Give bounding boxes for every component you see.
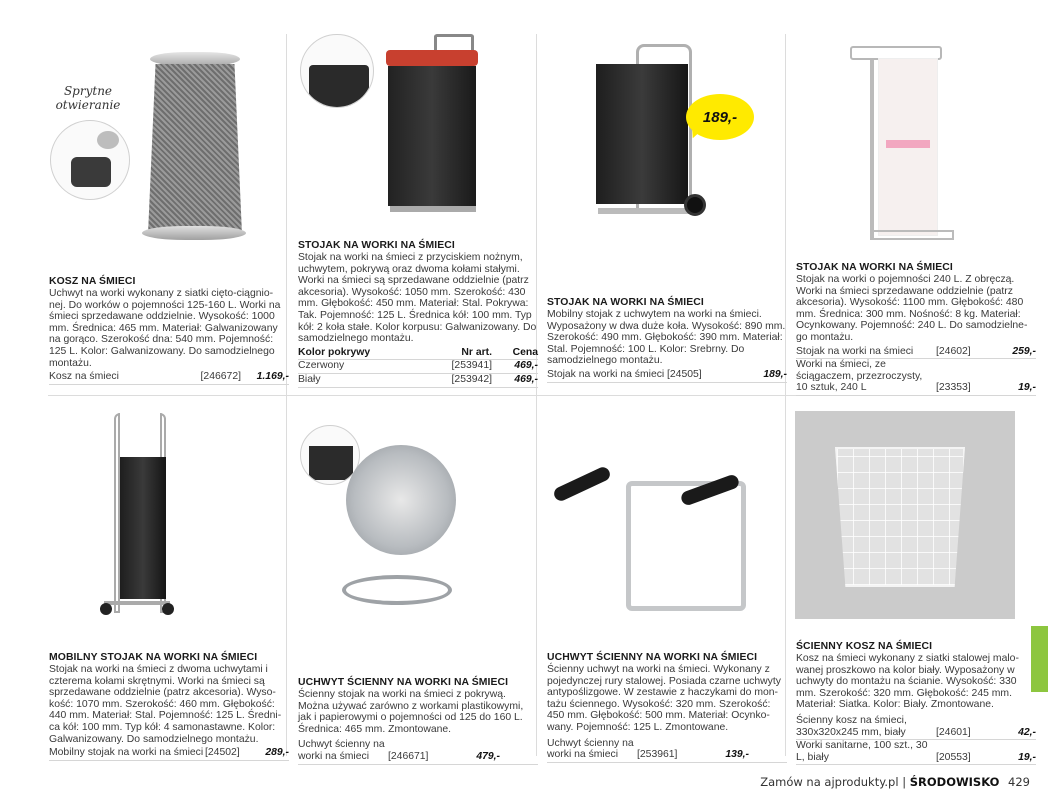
price: 289,- [265, 747, 289, 759]
price-row [547, 738, 787, 763]
product-image-wheeled-stand [540, 30, 780, 280]
price: 42,- [1018, 726, 1036, 738]
section-name: ŚRODOWISKO [909, 775, 1000, 789]
article-number: [253941] [451, 360, 492, 372]
product-description: Stojak na worki o pojemności 240 L. Z obręczą. Worki na śmieci sprzedawane oddzielnie (patrz akcesoria). Wysokość: 1100 mm. Głębokość: 480 mm. Średnica: 300 mm. Nośność: 8 kg. Materiał: Ocynkowany. Pojemność: 240 L. Do samodzielne-go montażu. [796, 274, 1028, 343]
price-row [298, 739, 538, 764]
variant-name: Stojak na worki na śmieci [547, 368, 665, 380]
price-row [298, 360, 538, 374]
product-description: Uchwyt na worki wykonany z siatki cięto-ciągnio-nej. Do worków o pojemności 125-160 L. Worki na śmieci sprzedawane oddzielnie. Wysokość: 1000 mm. Średnica: 465 mm. Materiał: Galwanizowany na gorąco. Szerokość dna: 540 mm. Pojemność: 125 L. Kolor: Galwanizowany. Do samodzielnego montażu. [49, 288, 281, 369]
product-title: ŚCIENNY KOSZ NA ŚMIECI [796, 641, 933, 652]
price: 469,- [514, 373, 538, 385]
price-badge [686, 94, 754, 140]
product-image-wall-holder-lid [290, 405, 530, 640]
variant-name: Biały [298, 373, 321, 385]
product-description: Ścienny stojak na worki na śmieci z pokrywą. Można używać zarówno z workami plastikowymi, jak i papierowymi o pojemności od 125 do 160 L. Średnica: 465 mm. Zmontowane. [298, 689, 524, 735]
price-row [49, 371, 289, 385]
product-card-wall-holder-lid [298, 677, 538, 765]
product-card-pedal-stand [298, 240, 538, 388]
product-card-240l-stand [796, 262, 1036, 396]
product-card-wheeled-stand [547, 297, 787, 383]
product-image-240l-stand [790, 30, 1030, 255]
article-number: [246672] [200, 371, 241, 383]
product-description: Mobilny stojak z uchwytem na worki na śmieci. Wyposażony w dwa duże koła. Wysokość: 890 mm. Szerokość: 490 mm. Głębokość: 390 mm. Materiał: Stal. Pojemność: 100 L. Kolor: Srebrny. Do samodzielnego montażu. [547, 309, 786, 367]
price-row [796, 346, 1036, 360]
price: 469,- [514, 360, 538, 372]
variant-name: Stojak na worki na śmieci [796, 345, 914, 357]
article-number: [24601] [936, 726, 971, 738]
article-number: [24505] [667, 368, 702, 380]
product-title: STOJAK NA WORKI NA ŚMIECI [298, 240, 455, 251]
article-number: [24602] [936, 345, 971, 357]
variant-name: Worki na śmieci, ze ściągaczem, przezroczysty, 10 sztuk, 240 L [796, 359, 923, 394]
article-number: [246671] [388, 750, 429, 762]
product-description: Ścienny uchwyt na worki na śmieci. Wykonany z pojedynczej rury stalowej. Posiada czarne uchwyty antypoślizgowe. W zestawie z haczykami do mon-tażu ściennego. Wysokość: 320 mm. Szerokość: 450 mm. Głębokość: 500 mm. Materiał: Ocynko-wany. Pojemność: 125 L. Zmontowane. [547, 664, 781, 733]
product-image-four-wheel-stand [40, 405, 280, 640]
product-card-mesh-bin [49, 276, 289, 385]
variant-name: Kosz na śmieci [49, 371, 119, 383]
article-number: [23353] [936, 382, 971, 394]
article-number: [20553] [936, 751, 971, 763]
price-row [49, 747, 289, 761]
section-tab [1031, 626, 1048, 692]
price-row [298, 374, 538, 388]
product-title: MOBILNY STOJAK NA WORKI NA ŚMIECI [49, 652, 258, 663]
variant-name: Mobilny stojak na worki na śmieci [49, 747, 204, 759]
product-title: STOJAK NA WORKI NA ŚMIECI [796, 262, 953, 273]
price-row [796, 740, 1036, 765]
product-title: UCHWYT ŚCIENNY NA WORKI NA ŚMIECI [298, 677, 509, 688]
product-card-four-wheel-stand [49, 652, 289, 761]
price: 19,- [1018, 751, 1036, 763]
article-number: [253961] [637, 749, 678, 761]
price: 139,- [725, 749, 749, 761]
table-header [298, 347, 538, 361]
price: 19,- [1018, 382, 1036, 394]
product-title: STOJAK NA WORKI NA ŚMIECI [547, 297, 704, 308]
price: 189,- [763, 368, 787, 380]
column-header-price: Cena [512, 346, 538, 358]
article-number: [24502] [205, 747, 240, 759]
callout-text: Sprytne otwieranie [55, 84, 121, 112]
badge-price-text: 189,- [702, 108, 738, 126]
product-image-wall-tube-holder [540, 405, 780, 640]
product-card-wall-tube-holder [547, 652, 787, 763]
product-image-wall-wire-basket [795, 411, 1015, 619]
price-row [796, 715, 1036, 740]
product-description: Kosz na śmieci wykonany z siatki stalowej malo-wanej proszkowo na kolor biały. Wyposażony w uchwyty do montażu na ścianie. Wysokość: 330 mm. Szerokość: 320 mm. Głębokość: 245 mm. Materiał: Siatka. Kolor: Biały. Zmontowane. [796, 653, 1019, 711]
variant-name: Uchwyt ścienny na worki na śmieci [547, 737, 634, 761]
detail-circle [50, 120, 130, 200]
column-header-article: Nr art. [461, 346, 492, 358]
product-description: Stojak na worki na śmieci z przyciskiem nożnym, uchwytem, pokrywą oraz dwoma kołami stałymi. Worki na śmieci są sprzedawane oddzielnie (patrz akcesoria). Wysokość: 1050 mm. Szerokość: 430 mm. Głębokość: 450 mm. Materiał: Stal. Pokrywa: Tak. Pojemność: 125 L. Średnica kół: 100 mm. Typ kół: 2 koła stałe. Kolor korpusu: Galwanizowany. Do samodzielnego montażu. [298, 252, 537, 345]
article-number: [253942] [451, 373, 492, 385]
column-header-lid-color: Kolor pokrywy [298, 346, 371, 358]
variant-name: Uchwyt ścienny na worki na śmieci [298, 739, 385, 762]
variant-name: Worki sanitarne, 100 szt., 30 L, biały [796, 740, 928, 763]
product-image-mesh-bin [40, 30, 280, 270]
variant-name: Czerwony [298, 360, 345, 372]
detail-circle [300, 34, 374, 108]
variant-name: Ścienny kosz na śmieci, 330x320x245 mm, biały [796, 714, 907, 738]
product-image-pedal-stand [290, 30, 530, 235]
product-title: UCHWYT ŚCIENNY NA WORKI NA ŚMIECI [547, 652, 758, 663]
product-title: KOSZ NA ŚMIECI [49, 276, 136, 287]
page-number: 429 [1008, 775, 1030, 789]
price: 1.169,- [256, 371, 289, 383]
order-link[interactable]: Zamów na ajprodukty.pl | [760, 775, 907, 789]
price-row [796, 359, 1036, 396]
page-footer [760, 775, 1030, 789]
product-description: Stojak na worki na śmieci z dwoma uchwytami i czterema kołami skrętnymi. Worki na śmieci są sprzedawane oddzielnie (patrz akcesoria). Wyso-kość: 1070 mm. Szerokość: 460 mm. Głębokość: 440 mm. Materiał: Stal. Pojemność: 125 L. Średni-ca kół: 100 mm. Typ kół: 4 samonastawne. Kolor: Galwanizowany. Do samodzielnego montażu. [49, 664, 282, 745]
price: 479,- [476, 750, 500, 762]
product-card-wall-wire-basket [796, 641, 1036, 765]
price: 259,- [1012, 345, 1036, 357]
price-row [547, 369, 787, 383]
